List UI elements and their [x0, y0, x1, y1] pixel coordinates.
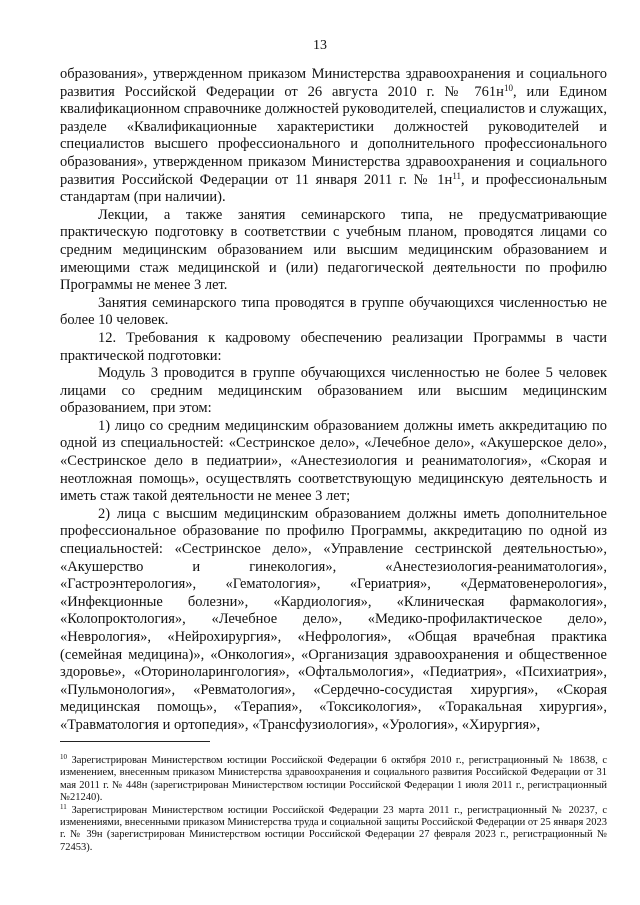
- footnote-ref-11[interactable]: 11: [452, 170, 461, 181]
- footnote-11-text: Зарегистрирован Министерством юстиции Российской Федерации 23 марта 2011 г., регистрационный № 20237, с изменениями, внесенными приказом Министерства труда и социальной защиты Российской Федерации от 25 января 2023 г. № 39н (зарегистрирован Министерством юстиции Российской Федерации 27 февраля 2023 г., регистрационный № 72453).: [60, 804, 607, 853]
- paragraph-section-12: 12. Требования к кадровому обеспечению реализации Программы в части практической подготовки:: [60, 329, 607, 364]
- footnotes: [60, 755, 607, 854]
- paragraph-1-text: образования», утвержденном приказом Министерства здравоохранения и социального развития Российской Федерации от 26 августа 2010 г. № 761н: [60, 66, 607, 100]
- paragraph-module-3: Модуль 3 проводится в группе обучающихся численностью не более 5 человек лицами со средним медицинским образованием или высшим медицинским образованием, при этом:: [60, 365, 607, 417]
- footnote-mark-10: 10: [60, 753, 67, 761]
- paragraph-1-text-cont: , или Едином квалификационном справочнике должностей руководителей, специалистов и служащих, разделе «Квалификационные характеристики должностей руководителей и специалистов высшего профессионального и дополнительного профессионального образования», утвержденном приказом Министерства здравоохранения и социального развития Российской Федерации от 11 января 2011 г. № 1н: [60, 83, 607, 188]
- footnote-10: [60, 755, 607, 805]
- paragraph-lectures: Лекции, а также занятия семинарского типа, не предусматривающие практическую подготовку в соответствии с учебным планом, проводятся лицами со средним медицинским образованием или высшим медицинским образованием и имеющими стаж медицинской и (или) педагогической деятельности по профилю Программы не менее 3 лет.: [60, 206, 607, 294]
- footnote-divider: [60, 741, 210, 742]
- paragraph-1: [60, 66, 607, 207]
- footnote-10-text: Зарегистрирован Министерством юстиции Российской Федерации 6 октября 2010 г., регистрационный № 18638, с изменением, внесенным приказом Министерства здравоохранения и социального развития Российской Федерации от 31 мая 2011 г. № 448н (зарегистрирован Министерством юстиции Российской Федерации 1 июля 2011 г., регистрационный №21240).: [60, 755, 607, 804]
- page-number: 13: [313, 38, 327, 53]
- body-text: [60, 66, 607, 735]
- paragraph-1-text-end: , и профессиональным стандартам (при наличии).: [60, 171, 608, 206]
- paragraph-seminars: Занятия семинарского типа проводятся в группе обучающихся численностью не более 10 человек.: [60, 294, 607, 329]
- list-item-1: 1) лицо со средним медицинским образованием должны иметь аккредитацию по одной из специальностей: «Сестринское дело», «Лечебное дело», «Акушерское дело», «Сестринское дело в педиатрии», «Анестезиология и реаниматология», «Скорая и неотложная помощь», осуществлять соответствующую медицинскую деятельность и иметь стаж такой деятельности не менее 3 лет;: [60, 417, 607, 505]
- footnote-ref-10[interactable]: 10: [503, 82, 513, 93]
- footnote-11: [60, 802, 607, 855]
- list-item-2: 2) лица с высшим медицинским образованием должны иметь дополнительное профессиональное образование по профилю Программы, аккредитацию по одной из специальностей: «Сестринское дело», «Управление сестринской деятельностью», «Акушерство и гинекология», «Анестезиология-реаниматология», «Гастроэнтерология», «Гематология», «Гериатрия», «Дерматовенерология», «Инфекционные болезни», «Кардиология», «Клиническая фармакология», «Колопроктология», «Лечебное дело», «Медико-профилактическое дело», «Неврология», «Нейрохирургия», «Нефрология», «Общая врачебная практика (семейная медицина)», «Онкология», «Организация здравоохранения и общественное здоровье», «Оториноларингология», «Офтальмология», «Педиатрия», «Психиатрия», «Пульмонология», «Ревматология», «Сердечно-сосудистая хирургия», «Скорая медицинская помощь», «Терапия», «Токсикология», «Торакальная хирургия», «Травматология и ортопедия», «Трансфузиология», «Урология», «Хирургия»,: [60, 505, 607, 733]
- footnote-mark-11: 11: [60, 802, 67, 811]
